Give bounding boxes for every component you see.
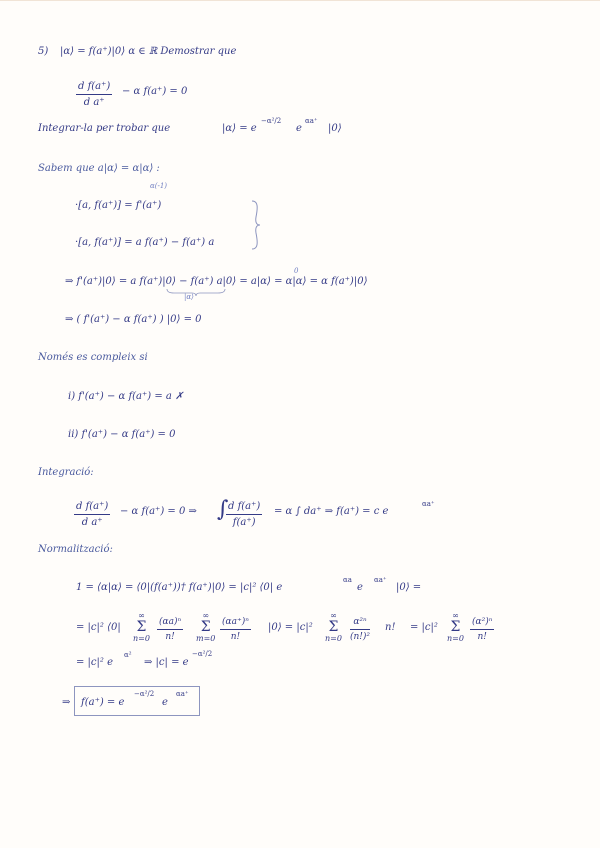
final-result-exponent-2: αa⁺ [176, 690, 189, 698]
integration-result: = α ∫ da⁺ ⇒ f(a⁺) = c e [274, 506, 389, 517]
commutator-line-1: ·[a, f(a⁺)] = f'(a⁺) [75, 200, 162, 211]
term-d-numerator: (α²)ⁿ [470, 617, 494, 630]
term-a-denominator: n! [165, 632, 175, 642]
summation-n2-upper: ∞ [330, 611, 337, 620]
normalization-heading: Normalització: [38, 544, 113, 555]
normalization-line-1-mid: e [357, 582, 363, 593]
normalization-line-3-rest: ⇒ |c| = e [144, 657, 189, 668]
final-result-mid: e [162, 697, 168, 708]
term-b-denominator: n! [230, 632, 241, 642]
summation-m [196, 611, 215, 643]
summation-n [133, 611, 150, 643]
final-result-exponent-1: −α²/2 [134, 690, 155, 698]
problem-equation-fraction [76, 81, 112, 108]
fraction-denominator: d a⁺ [83, 97, 105, 108]
integral-sign: ∫ [217, 497, 229, 522]
integration-heading: Integració: [38, 467, 94, 478]
integrate-instruction: Integrar-la per trobar que [38, 123, 171, 134]
summation-n3-symbol: Σ [450, 619, 461, 635]
underbrace [166, 288, 226, 296]
integrate-target: |α⟩ = e [222, 123, 257, 134]
commutator-line-2: ·[a, f(a⁺)] = a f(a⁺) − f(a⁺) a [75, 237, 215, 248]
ket-alpha-note: |α⟩ [184, 293, 194, 301]
problem-number: 5) [38, 46, 49, 57]
normalization-line-1-exponent-1: αa [343, 576, 352, 584]
term-c-numerator: α²ⁿ [350, 617, 370, 630]
normalization-line-2-eq: = |c|² [410, 622, 438, 633]
n-factorial: n! [385, 622, 396, 633]
summation-n-upper: ∞ [138, 611, 145, 620]
term-fraction-b [220, 617, 251, 642]
normalization-line-1: 1 = ⟨α|α⟩ = ⟨0|(f(a⁺))† f(a⁺)|0⟩ = |c|² ⟨0| e [76, 582, 283, 593]
normalization-line-2-mid: |0⟩ = |c|² [268, 622, 313, 633]
integration-fraction-denominator: d a⁺ [81, 517, 103, 528]
integrate-target-mid: e [296, 123, 302, 134]
term-a-numerator: (αa)ⁿ [157, 617, 183, 630]
case-ii: ii) f'(a⁺) − α f(a⁺) = 0 [68, 429, 176, 440]
summation-n3-index: n=0 [447, 634, 464, 643]
summation-m-index: m=0 [196, 634, 216, 643]
integrate-target-exponent-1: −α²/2 [261, 117, 282, 125]
summation-n-3 [447, 611, 464, 643]
final-result: f(a⁺) = e [81, 697, 125, 708]
normalization-line-3: = |c|² e [76, 657, 114, 668]
derivation-heading: Sabem que a|α⟩ = α|α⟩ : [38, 163, 160, 174]
integration-fraction-numerator: d f(a⁺) [74, 501, 110, 515]
integration-fraction [74, 501, 110, 528]
integral-fraction-numerator: d f(a⁺) [226, 501, 262, 515]
factored-line: ⇒ ( f'(a⁺) − α f(a⁺) ) |0⟩ = 0 [65, 314, 202, 325]
summation-m-upper: ∞ [202, 611, 210, 620]
problem-equation-rest: − α f(a⁺) = 0 [122, 86, 188, 97]
fraction-numerator: d f(a⁺) [76, 81, 112, 95]
alpha-note: α(-1) [150, 182, 168, 190]
summation-n2-symbol: Σ [328, 619, 339, 635]
integrate-target-end: |0⟩ [328, 123, 342, 134]
term-d-denominator: n! [477, 632, 487, 642]
summation-n2-index: n=0 [325, 634, 342, 643]
normalization-line-1-exponent-2: αa⁺ [374, 576, 387, 584]
case-i: i) f'(a⁺) − α f(a⁺) = a ✗ [68, 391, 184, 402]
term-fraction-d [470, 617, 494, 642]
normalization-line-3-exponent: α² [124, 651, 132, 659]
integration-result-exponent: αa⁺ [422, 500, 435, 508]
integration-after-fraction: − α f(a⁺) = 0 ⇒ [120, 506, 197, 517]
summation-n-symbol: Σ [136, 619, 147, 635]
implies-line: ⇒ f'(a⁺)|0⟩ = a f(a⁺)|0⟩ − f(a⁺) a|0⟩ = a|α⟩ = α|α⟩ = α f(a⁺)|0⟩ [65, 276, 368, 287]
summation-n-index: n=0 [133, 634, 150, 643]
normalization-line-3-rest-exponent: −α²/2 [192, 650, 213, 658]
problem-statement: |α⟩ = f(a⁺)|0⟩ α ∈ ℝ Demostrar que [60, 46, 237, 57]
integrate-target-exponent-2: αa⁺ [305, 117, 318, 125]
cases-heading: Només es compleix si [38, 352, 148, 363]
summation-n3-upper: ∞ [452, 611, 459, 620]
integral-fraction-denominator: f(a⁺) [232, 517, 256, 528]
term-fraction-c [350, 617, 370, 642]
summation-m-symbol: Σ [200, 619, 211, 635]
term-c-denominator: (n!)² [350, 632, 371, 642]
integral-fraction [226, 501, 262, 528]
curly-brace [250, 199, 262, 251]
term-fraction-a [157, 617, 183, 642]
result-arrow: ⇒ [62, 697, 71, 708]
normalization-line-2-start: = |c|² ⟨0| [76, 622, 121, 633]
term-b-numerator: (αa⁺)ⁿ [220, 617, 251, 630]
summation-n-2 [325, 611, 342, 643]
zero-note: 0 [294, 267, 299, 275]
normalization-line-1-end: |0⟩ = [396, 582, 422, 593]
